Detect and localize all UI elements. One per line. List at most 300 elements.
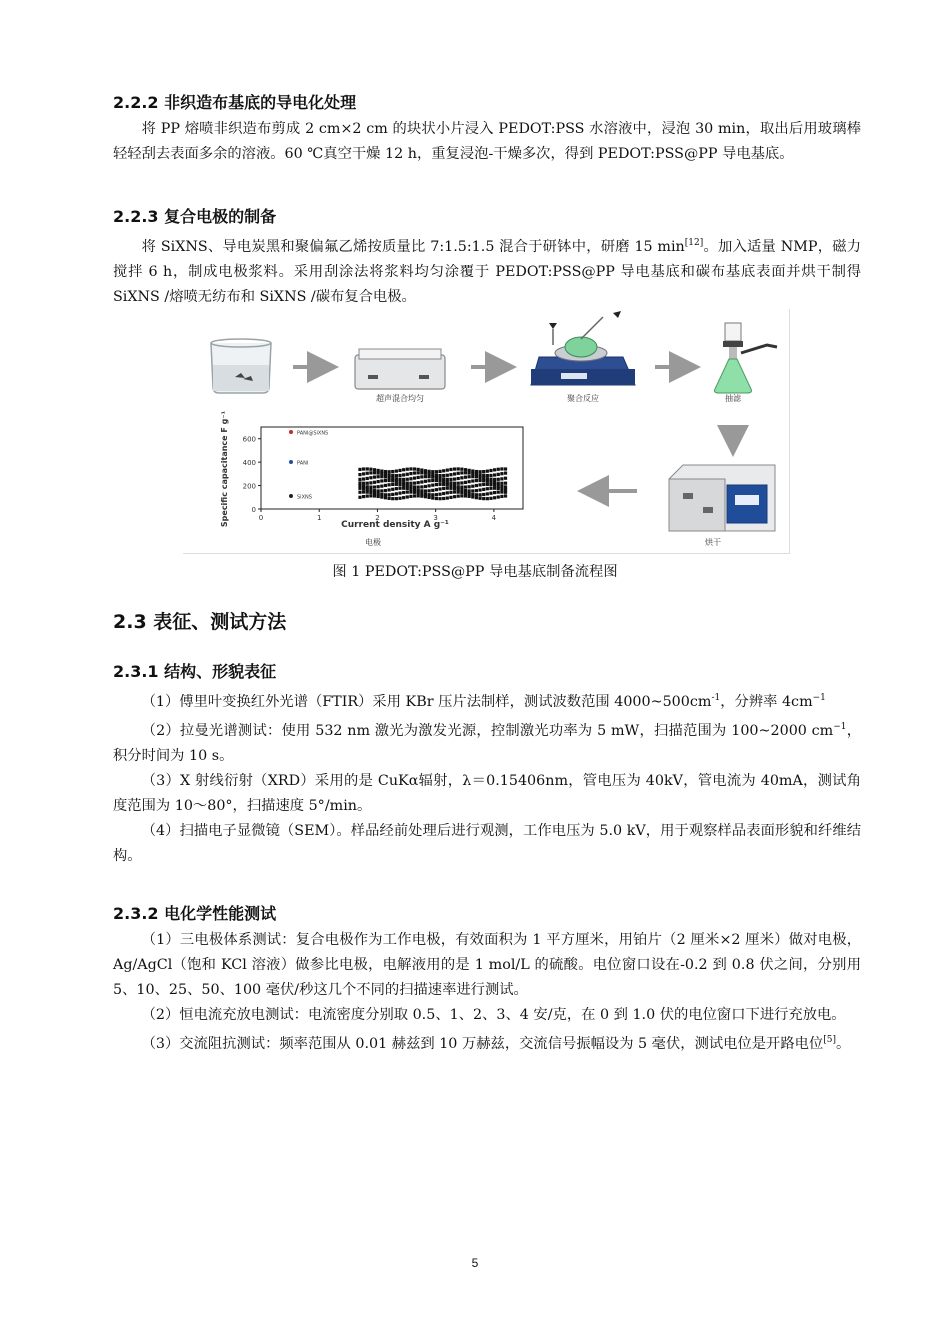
data-point bbox=[497, 495, 500, 498]
data-point bbox=[373, 494, 376, 497]
data-point bbox=[489, 469, 492, 472]
x-tick-label: 4 bbox=[491, 514, 497, 522]
data-point bbox=[391, 474, 394, 477]
data-point bbox=[471, 485, 474, 488]
data-point bbox=[409, 477, 412, 480]
data-point bbox=[500, 482, 503, 485]
data-point bbox=[435, 474, 438, 477]
data-point bbox=[504, 494, 507, 497]
data-point bbox=[406, 478, 409, 481]
section-heading: 2.2.3 复合电极的制备 bbox=[113, 207, 277, 226]
data-point bbox=[398, 487, 401, 490]
data-point bbox=[475, 484, 478, 487]
data-point bbox=[428, 479, 431, 482]
data-point bbox=[435, 479, 438, 482]
data-point bbox=[420, 468, 423, 471]
section-2-3-2 bbox=[113, 902, 861, 1057]
data-point bbox=[420, 485, 423, 488]
data-point bbox=[373, 468, 376, 471]
data-point bbox=[468, 480, 471, 483]
data-point bbox=[504, 472, 507, 475]
data-point bbox=[420, 480, 423, 483]
data-point bbox=[373, 471, 376, 474]
data-point bbox=[424, 469, 427, 472]
data-point bbox=[428, 475, 431, 478]
beaker-icon bbox=[211, 339, 271, 393]
data-point bbox=[366, 495, 369, 498]
data-point bbox=[417, 489, 420, 492]
data-point bbox=[464, 494, 467, 497]
data-point bbox=[435, 488, 438, 491]
data-point bbox=[417, 471, 420, 474]
data-point bbox=[468, 489, 471, 492]
data-point bbox=[497, 481, 500, 484]
data-point bbox=[362, 482, 365, 485]
data-point bbox=[387, 483, 390, 486]
data-point bbox=[373, 476, 376, 479]
data-point bbox=[377, 475, 380, 478]
data-point bbox=[449, 481, 452, 484]
data-point bbox=[478, 493, 481, 496]
data-point bbox=[417, 468, 420, 471]
data-point bbox=[493, 478, 496, 481]
data-point bbox=[431, 493, 434, 496]
data-point bbox=[446, 496, 449, 499]
data-point bbox=[446, 491, 449, 494]
data-point bbox=[482, 488, 485, 491]
data-point bbox=[369, 494, 372, 497]
data-point bbox=[449, 478, 452, 481]
data-point bbox=[435, 470, 438, 473]
data-point bbox=[366, 485, 369, 488]
data-point bbox=[493, 468, 496, 471]
data-point bbox=[395, 497, 398, 500]
data-point bbox=[377, 469, 380, 472]
data-point bbox=[504, 477, 507, 480]
data-point bbox=[424, 493, 427, 496]
data-point bbox=[464, 486, 467, 489]
data-point bbox=[402, 468, 405, 471]
data-point bbox=[409, 495, 412, 498]
data-point bbox=[398, 474, 401, 477]
data-point bbox=[420, 489, 423, 492]
data-point bbox=[478, 488, 481, 491]
x-tick-label: 0 bbox=[258, 514, 264, 522]
text-run: ，积分时间为 10 s。 bbox=[113, 722, 861, 764]
label-polymerization: 聚合反应 bbox=[567, 394, 599, 403]
data-point bbox=[395, 469, 398, 472]
data-point bbox=[358, 478, 361, 481]
text-run: 。加入适量 NMP，磁力搅拌 6 h，制成电极浆料。采用刮涂法将浆料均匀涂覆于 PEDOT:PSS@PP 导电基底和碳布基底表面并烘干制得 SiXNS /熔喷无纺布和 SiXNS /碳布复合电极。 bbox=[113, 238, 861, 305]
x-tick-label: 3 bbox=[433, 514, 438, 522]
data-point bbox=[358, 473, 361, 476]
data-point bbox=[395, 474, 398, 477]
data-point bbox=[453, 477, 456, 480]
data-point bbox=[468, 469, 471, 472]
data-point bbox=[453, 467, 456, 470]
data-point bbox=[413, 482, 416, 485]
x-tick-label: 2 bbox=[375, 514, 380, 522]
data-point bbox=[482, 493, 485, 496]
data-point bbox=[478, 473, 481, 476]
data-point bbox=[402, 491, 405, 494]
data-point bbox=[413, 467, 416, 470]
y-tick-label: 200 bbox=[242, 482, 256, 491]
data-point bbox=[460, 494, 463, 497]
data-point bbox=[449, 491, 452, 494]
data-point bbox=[438, 483, 441, 486]
data-point bbox=[373, 481, 376, 484]
data-point bbox=[387, 470, 390, 473]
data-point bbox=[391, 470, 394, 473]
data-point bbox=[475, 496, 478, 499]
data-point bbox=[486, 497, 489, 500]
data-point bbox=[428, 470, 431, 473]
data-point bbox=[489, 487, 492, 490]
data-point bbox=[457, 467, 460, 470]
data-point bbox=[384, 493, 387, 496]
page-number: 5 bbox=[471, 1256, 479, 1270]
data-point bbox=[460, 471, 463, 474]
text-run: ，分辨率 4cm bbox=[720, 693, 813, 710]
data-point bbox=[442, 497, 445, 500]
data-point bbox=[500, 467, 503, 470]
data-point bbox=[468, 492, 471, 495]
section-heading: 2.3.2 电化学性能测试 bbox=[113, 904, 277, 923]
text-run: （3）交流阻抗测试：频率范围从 0.01 赫兹到 10 万赫兹，交流信号振幅设为 5 毫伏，测试电位是开路电位 bbox=[141, 1035, 824, 1052]
data-point bbox=[369, 471, 372, 474]
data-point bbox=[449, 496, 452, 499]
data-point bbox=[424, 480, 427, 483]
data-point bbox=[428, 489, 431, 492]
data-point bbox=[391, 483, 394, 486]
process-flow-figure bbox=[183, 309, 790, 554]
data-point bbox=[369, 481, 372, 484]
data-point bbox=[446, 487, 449, 490]
data-point bbox=[377, 489, 380, 492]
data-point bbox=[387, 479, 390, 482]
data-point bbox=[493, 481, 496, 484]
data-point bbox=[486, 474, 489, 477]
data-point bbox=[387, 497, 390, 500]
data-point bbox=[442, 492, 445, 495]
data-point bbox=[395, 483, 398, 486]
data-point bbox=[460, 481, 463, 484]
data-point bbox=[362, 490, 365, 493]
data-point bbox=[486, 492, 489, 495]
data-point bbox=[468, 475, 471, 478]
data-point bbox=[478, 479, 481, 482]
data-point bbox=[438, 493, 441, 496]
data-point bbox=[377, 480, 380, 483]
paragraph bbox=[113, 1028, 861, 1057]
data-point bbox=[435, 493, 438, 496]
data-point bbox=[464, 471, 467, 474]
data-point bbox=[500, 477, 503, 480]
data-point bbox=[482, 497, 485, 500]
data-point bbox=[424, 489, 427, 492]
data-point bbox=[406, 482, 409, 485]
data-point bbox=[373, 485, 376, 488]
data-point bbox=[497, 468, 500, 471]
data-point bbox=[438, 487, 441, 490]
data-point bbox=[435, 483, 438, 486]
paragraph: 将 PP 熔喷非织造布剪成 2 cm×2 cm 的块状小片浸入 PEDOT:PSS 水溶液中，浸泡 30 min，取出后用玻璃棒轻轻刮去表面多余的溶液。60 ℃真空干燥 12 h，重复浸泡-干燥多次，得到 PEDOT:PSS@PP 导电基底。 bbox=[113, 121, 861, 162]
data-point bbox=[497, 478, 500, 481]
data-point bbox=[438, 477, 441, 480]
data-point bbox=[362, 485, 365, 488]
data-point bbox=[442, 469, 445, 472]
paragraph: （1）三电极体系测试：复合电极作为工作电极，有效面积为 1 平方厘米，用铂片（2 厘米×2 厘米）做对电极，Ag/AgCl（饱和 KCl 溶液）做参比电极，电解液用的是 1 mol/L 的硫酸。电位窗口设在-0.2 到 0.8 伏之间，分别用 5、10、25、50、100 毫伏/秒这几个不同的扫描速率进行测试。 bbox=[113, 932, 861, 998]
data-point bbox=[438, 497, 441, 500]
data-point bbox=[409, 472, 412, 475]
data-point bbox=[398, 492, 401, 495]
superscript: -1 bbox=[711, 693, 721, 703]
data-point bbox=[413, 471, 416, 474]
y-axis-label: Specific capacitance F g⁻¹ bbox=[220, 410, 229, 528]
text-run: 将 SiXNS、导电炭黑和聚偏氟乙烯按质量比 7:1.5:1.5 混合于研钵中，研磨 15 min bbox=[141, 238, 685, 255]
data-point bbox=[449, 487, 452, 490]
data-point bbox=[475, 479, 478, 482]
data-point bbox=[482, 474, 485, 477]
data-point bbox=[366, 482, 369, 485]
data-point bbox=[446, 478, 449, 481]
data-point bbox=[431, 479, 434, 482]
data-point bbox=[406, 473, 409, 476]
data-point bbox=[406, 495, 409, 498]
superscript: −1 bbox=[812, 693, 826, 703]
data-point bbox=[493, 496, 496, 499]
data-point bbox=[500, 485, 503, 488]
label-drying: 烘干 bbox=[705, 538, 721, 547]
data-point bbox=[409, 485, 412, 488]
text-run: 。 bbox=[836, 1035, 851, 1052]
data-point bbox=[428, 493, 431, 496]
data-point bbox=[453, 485, 456, 488]
data-point bbox=[369, 476, 372, 479]
paragraph: （2）恒电流充放电测试：电流密度分别取 0.5、1、2、3、4 安/克，在 0 到 1.0 伏的电位窗口下进行充放电。 bbox=[141, 1007, 846, 1023]
citation: [12] bbox=[684, 238, 704, 248]
data-point bbox=[417, 486, 420, 489]
data-point bbox=[486, 483, 489, 486]
data-point bbox=[457, 482, 460, 485]
data-point bbox=[377, 485, 380, 488]
section-2-2-2 bbox=[113, 91, 861, 167]
x-tick-label: 1 bbox=[316, 514, 322, 522]
data-point bbox=[406, 468, 409, 471]
data-point bbox=[489, 497, 492, 500]
data-point bbox=[489, 492, 492, 495]
data-point bbox=[413, 485, 416, 488]
data-point bbox=[420, 471, 423, 474]
data-point bbox=[446, 481, 449, 484]
data-point bbox=[457, 472, 460, 475]
legend-marker bbox=[289, 430, 293, 434]
superscript: −1 bbox=[833, 721, 847, 732]
data-point bbox=[417, 494, 420, 497]
data-point bbox=[493, 491, 496, 494]
data-point bbox=[366, 467, 369, 470]
data-point bbox=[424, 485, 427, 488]
data-point bbox=[471, 475, 474, 478]
data-point bbox=[493, 473, 496, 476]
data-point bbox=[417, 476, 420, 479]
data-point bbox=[380, 475, 383, 478]
data-point bbox=[384, 479, 387, 482]
data-point bbox=[493, 487, 496, 490]
data-point bbox=[369, 486, 372, 489]
data-point bbox=[358, 487, 361, 490]
data-point bbox=[486, 487, 489, 490]
legend-marker bbox=[289, 494, 293, 498]
data-point bbox=[475, 470, 478, 473]
data-point bbox=[504, 482, 507, 485]
data-point bbox=[402, 496, 405, 499]
data-point bbox=[428, 484, 431, 487]
paragraph bbox=[113, 715, 861, 769]
data-point bbox=[362, 495, 365, 498]
section-heading: 2.2.2 非织造布基底的导电化处理 bbox=[113, 93, 357, 112]
label-electrode: 电极 bbox=[365, 538, 381, 547]
drying-oven-icon bbox=[669, 465, 775, 531]
data-point bbox=[504, 485, 507, 488]
data-point bbox=[402, 473, 405, 476]
data-point bbox=[453, 472, 456, 475]
data-point bbox=[362, 477, 365, 480]
paragraph bbox=[113, 686, 861, 715]
data-point bbox=[464, 489, 467, 492]
section-heading: 2.3 表征、测试方法 bbox=[113, 611, 287, 633]
data-point bbox=[442, 474, 445, 477]
data-point bbox=[438, 470, 441, 473]
data-point bbox=[358, 491, 361, 494]
section-2-3-1 bbox=[113, 660, 861, 869]
data-point bbox=[497, 473, 500, 476]
data-point bbox=[460, 476, 463, 479]
data-point bbox=[464, 481, 467, 484]
data-point bbox=[482, 470, 485, 473]
data-point bbox=[464, 476, 467, 479]
data-point bbox=[366, 472, 369, 475]
data-point bbox=[395, 477, 398, 480]
data-point bbox=[391, 497, 394, 500]
data-point bbox=[398, 469, 401, 472]
data-point bbox=[431, 473, 434, 476]
data-point bbox=[366, 491, 369, 494]
data-point bbox=[384, 496, 387, 499]
data-point bbox=[387, 473, 390, 476]
data-point bbox=[449, 468, 452, 471]
data-point bbox=[500, 495, 503, 498]
data-point bbox=[471, 469, 474, 472]
data-point bbox=[446, 469, 449, 472]
data-point bbox=[500, 472, 503, 475]
data-point bbox=[402, 481, 405, 484]
magnetic-stirrer-icon bbox=[531, 311, 635, 385]
legend-entry: PANI@SiXNS bbox=[297, 430, 329, 437]
data-point bbox=[460, 488, 463, 491]
section-2-3 bbox=[113, 608, 861, 636]
data-point bbox=[442, 487, 445, 490]
data-point bbox=[387, 488, 390, 491]
text-run: （2）拉曼光谱测试：使用 532 nm 激光为激发光源，控制激光功率为 5 mW，扫描范围为 100~2000 cm bbox=[141, 722, 834, 739]
data-point bbox=[369, 488, 372, 491]
data-point bbox=[409, 490, 412, 493]
data-point bbox=[424, 475, 427, 478]
data-point bbox=[464, 468, 467, 471]
data-point bbox=[380, 470, 383, 473]
paragraph: （4）扫描电子显微镜（SEM）。样品经前处理后进行观测，工作电压为 5.0 kV，用于观察样品表面形貌和纤维结构。 bbox=[113, 822, 861, 864]
y-tick-label: 0 bbox=[251, 506, 256, 514]
y-tick-label: 400 bbox=[242, 459, 256, 468]
data-point bbox=[471, 493, 474, 496]
data-point bbox=[431, 489, 434, 492]
data-point bbox=[358, 496, 361, 499]
data-point bbox=[431, 496, 434, 499]
filtration-flask-icon bbox=[715, 323, 778, 393]
data-point bbox=[391, 493, 394, 496]
data-point bbox=[446, 474, 449, 477]
data-point bbox=[362, 467, 365, 470]
data-point bbox=[457, 477, 460, 480]
figure-caption: 图 1 PEDOT:PSS@PP 导电基底制备流程图 bbox=[332, 564, 618, 580]
data-point bbox=[497, 491, 500, 494]
paragraph bbox=[113, 231, 861, 310]
data-point bbox=[398, 497, 401, 500]
data-point bbox=[409, 482, 412, 485]
legend-marker bbox=[289, 460, 293, 464]
label-filtration: 抽滤 bbox=[725, 394, 741, 403]
data-point bbox=[358, 468, 361, 471]
data-point bbox=[442, 483, 445, 486]
data-point bbox=[486, 470, 489, 473]
data-point bbox=[431, 484, 434, 487]
data-point bbox=[395, 492, 398, 495]
data-point bbox=[504, 467, 507, 470]
x-axis-label: Current density A g⁻¹ bbox=[341, 520, 449, 530]
data-point bbox=[435, 497, 438, 500]
citation: [5] bbox=[823, 1035, 836, 1045]
data-point bbox=[478, 470, 481, 473]
y-tick-label: 600 bbox=[242, 435, 256, 444]
ultrasonic-bath-icon bbox=[355, 349, 445, 389]
data-point bbox=[402, 478, 405, 481]
data-point bbox=[380, 493, 383, 496]
data-point bbox=[395, 487, 398, 490]
data-point bbox=[366, 477, 369, 480]
data-point bbox=[471, 479, 474, 482]
data-point bbox=[362, 472, 365, 475]
data-point bbox=[387, 493, 390, 496]
data-point bbox=[449, 473, 452, 476]
data-point bbox=[460, 485, 463, 488]
data-point bbox=[475, 493, 478, 496]
section-heading: 2.3.1 结构、形貌表征 bbox=[113, 662, 277, 681]
data-point bbox=[471, 489, 474, 492]
legend-entry: PANI bbox=[297, 460, 309, 467]
data-point bbox=[406, 491, 409, 494]
data-point bbox=[431, 470, 434, 473]
data-point bbox=[380, 485, 383, 488]
legend-entry: SiXNS bbox=[297, 494, 312, 501]
data-point bbox=[380, 489, 383, 492]
data-point bbox=[417, 481, 420, 484]
paragraph: （3）X 射线衍射（XRD）采用的是 CuKα辐射，λ＝0.15406nm，管电压为 40kV，管电流为 40mA，测试角度范围为 10～80°，扫描速度 5°/min。 bbox=[113, 772, 861, 814]
section-2-2-3 bbox=[113, 205, 861, 310]
data-point bbox=[489, 474, 492, 477]
data-point bbox=[453, 495, 456, 498]
process-flow-diagram bbox=[183, 309, 789, 553]
